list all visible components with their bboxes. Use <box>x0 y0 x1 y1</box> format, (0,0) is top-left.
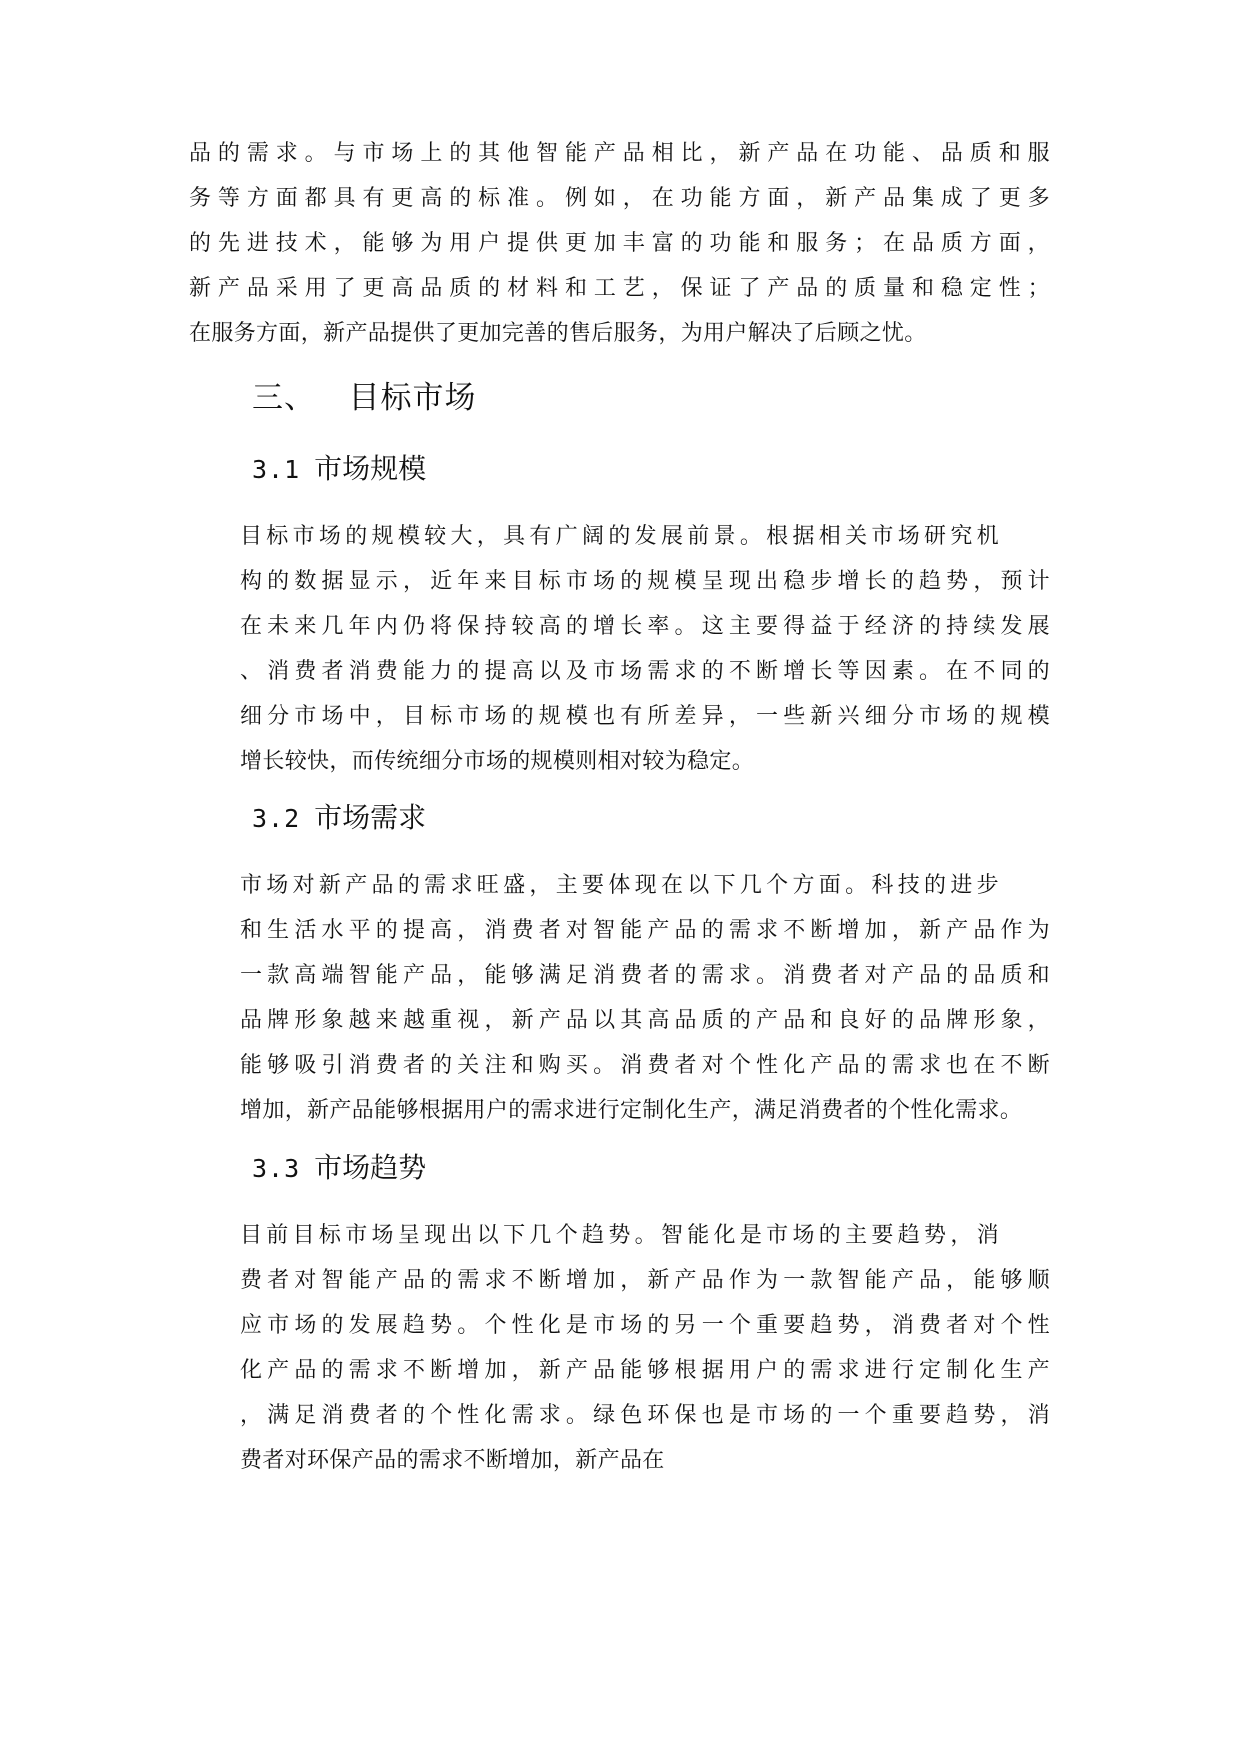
paragraph-line: 品牌形象越来越重视，新产品以其高品质的产品和良好的品牌形象， <box>240 1008 1055 1033</box>
subsection-heading-market-size <box>252 450 426 489</box>
paragraph-line: 、消费者消费能力的提高以及市场需求的不断增长等因素。在不同的 <box>240 659 1055 684</box>
paragraph-line: 在未来几年内仍将保持较高的增长率。这主要得益于经济的持续发展 <box>240 614 1055 639</box>
paragraph-line: 务等方面都具有更高的标准。例如，在功能方面，新产品集成了更多 <box>189 186 1057 211</box>
subsection-number: 3.1 <box>252 455 301 484</box>
subsection-title: 市场规模 <box>314 452 427 485</box>
paragraph-line: 费者对环保产品的需求不断增加，新产品在 <box>240 1448 665 1473</box>
paragraph-line: 构的数据显示，近年来目标市场的规模呈现出稳步增长的趋势，预计 <box>240 569 1055 594</box>
paragraph-line: 增加，新产品能够根据用户的需求进行定制化生产，满足消费者的个性化需求。 <box>240 1098 1023 1123</box>
market-demand-paragraph <box>189 863 1055 1133</box>
subsection-heading-market-trends <box>252 1149 426 1188</box>
paragraph-line: 细分市场中，目标市场的规模也有所差异，一些新兴细分市场的规模 <box>240 704 1055 729</box>
subsection-number: 3.2 <box>252 804 301 833</box>
paragraph-line: 能够吸引消费者的关注和购买。消费者对个性化产品的需求也在不断 <box>240 1053 1055 1078</box>
subsection-heading-market-demand <box>252 799 426 838</box>
paragraph-line: 市场对新产品的需求旺盛，主要体现在以下几个方面。科技的进步 <box>240 873 1003 898</box>
paragraph-line: 费者对智能产品的需求不断增加，新产品作为一款智能产品，能够顺 <box>240 1268 1055 1293</box>
paragraph-line: 目标市场的规模较大，具有广阔的发展前景。根据相关市场研究机 <box>240 524 1003 549</box>
subsection-number: 3.3 <box>252 1154 301 1183</box>
paragraph-line: 品的需求。与市场上的其他智能产品相比，新产品在功能、品质和服 <box>189 141 1057 166</box>
paragraph-line: 的先进技术，能够为用户提供更加丰富的功能和服务；在品质方面， <box>189 231 1057 256</box>
paragraph-line: 一款高端智能产品，能够满足消费者的需求。消费者对产品的品质和 <box>240 963 1055 988</box>
paragraph-line: 和生活水平的提高，消费者对智能产品的需求不断增加，新产品作为 <box>240 918 1055 943</box>
market-size-paragraph <box>189 514 1055 784</box>
subsection-title: 市场趋势 <box>314 1151 427 1184</box>
paragraph-line: 应市场的发展趋势。个性化是市场的另一个重要趋势，消费者对个性 <box>240 1313 1055 1338</box>
paragraph-line: 目前目标市场呈现出以下几个趋势。智能化是市场的主要趋势，消 <box>240 1223 1003 1248</box>
paragraph-line: ，满足消费者的个性化需求。绿色环保也是市场的一个重要趋势，消 <box>240 1403 1055 1428</box>
section-heading-target-market: 三、 目标市场 <box>252 380 477 416</box>
intro-paragraph <box>189 131 1057 356</box>
paragraph-line: 在服务方面，新产品提供了更加完善的售后服务，为用户解决了后顾之忧。 <box>189 321 927 346</box>
subsection-title: 市场需求 <box>314 801 427 834</box>
paragraph-line: 新产品采用了更高品质的材料和工艺，保证了产品的质量和稳定性； <box>189 276 1057 301</box>
paragraph-line: 化产品的需求不断增加，新产品能够根据用户的需求进行定制化生产 <box>240 1358 1055 1383</box>
paragraph-line: 增长较快，而传统细分市场的规模则相对较为稳定。 <box>240 749 755 774</box>
market-trends-paragraph <box>189 1213 1055 1483</box>
